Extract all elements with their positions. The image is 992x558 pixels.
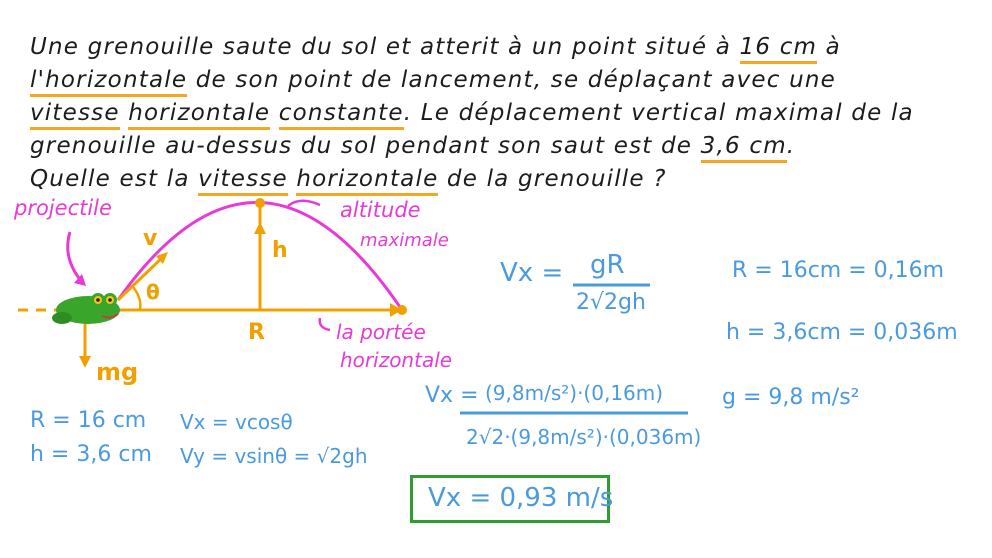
angle-arc [133, 287, 140, 310]
keyword: l'horizontale [30, 67, 187, 97]
altitude-pointer [288, 201, 320, 206]
given-R: R = 16 cm [30, 408, 147, 433]
keyword: constante [279, 100, 404, 130]
substitution-lhs: Vx = [425, 383, 479, 408]
substitution-denominator: 2√2·(9,8m/s²)·(0,036m) [466, 425, 702, 449]
label-h: h [272, 238, 288, 263]
keyword: vitesse [30, 100, 120, 130]
answer: Vx = 0,93 m/s [428, 483, 614, 513]
label-theta: θ [146, 280, 160, 304]
given-g: g = 9,8 m/s² [722, 385, 860, 410]
text: de la grenouille ? [438, 166, 667, 192]
formula-denominator: 2√2gh [576, 290, 646, 315]
label-projectile: projectile [14, 196, 112, 220]
text: . [786, 133, 796, 159]
text: . Le déplacement vertical maximal de la [403, 100, 914, 126]
weight-arrowhead [79, 356, 91, 368]
label-altitude: altitude [340, 198, 421, 222]
label-v: v [143, 226, 158, 251]
frog-icon [52, 293, 120, 324]
height-arrowhead [254, 222, 266, 234]
label-R: R [248, 320, 265, 345]
substitution-numerator: (9,8m/s²)·(0,16m) [485, 381, 664, 405]
vx-component: Vx = vcosθ [180, 410, 293, 434]
text: de son point de lancement, se déplaçant avec une [187, 67, 837, 93]
given-h-converted: h = 3,6cm = 0,036m [726, 320, 958, 345]
label-maximale: maximale [360, 230, 449, 251]
given-h: h = 3,6 cm [30, 442, 152, 467]
label-horizontale: horizontale [340, 348, 453, 372]
text: grenouille au-dessus du sol pendant son saut est de [30, 133, 701, 159]
label-portee: la portée [336, 320, 426, 344]
apex-point [255, 198, 265, 208]
text: Quelle est la [30, 166, 199, 192]
projectile-pointer [68, 232, 82, 282]
distance-highlight: 16 cm [740, 34, 818, 64]
height-highlight: 3,6 cm [701, 133, 787, 163]
formula-lhs: Vx = [500, 258, 564, 288]
keyword: horizontale [128, 100, 270, 130]
range-pointer [320, 318, 330, 330]
keyword: horizontale [296, 166, 438, 196]
text: Une grenouille saute du sol et atterit à un point situé à [30, 34, 740, 60]
landing-point [397, 305, 407, 315]
text: à [817, 34, 841, 60]
formula-numerator: gR [590, 250, 625, 280]
vy-component: Vy = vsinθ = √2gh [180, 444, 368, 468]
label-mg: mg [96, 358, 139, 386]
given-R-converted: R = 16cm = 0,16m [732, 258, 945, 283]
keyword: vitesse [198, 166, 288, 196]
